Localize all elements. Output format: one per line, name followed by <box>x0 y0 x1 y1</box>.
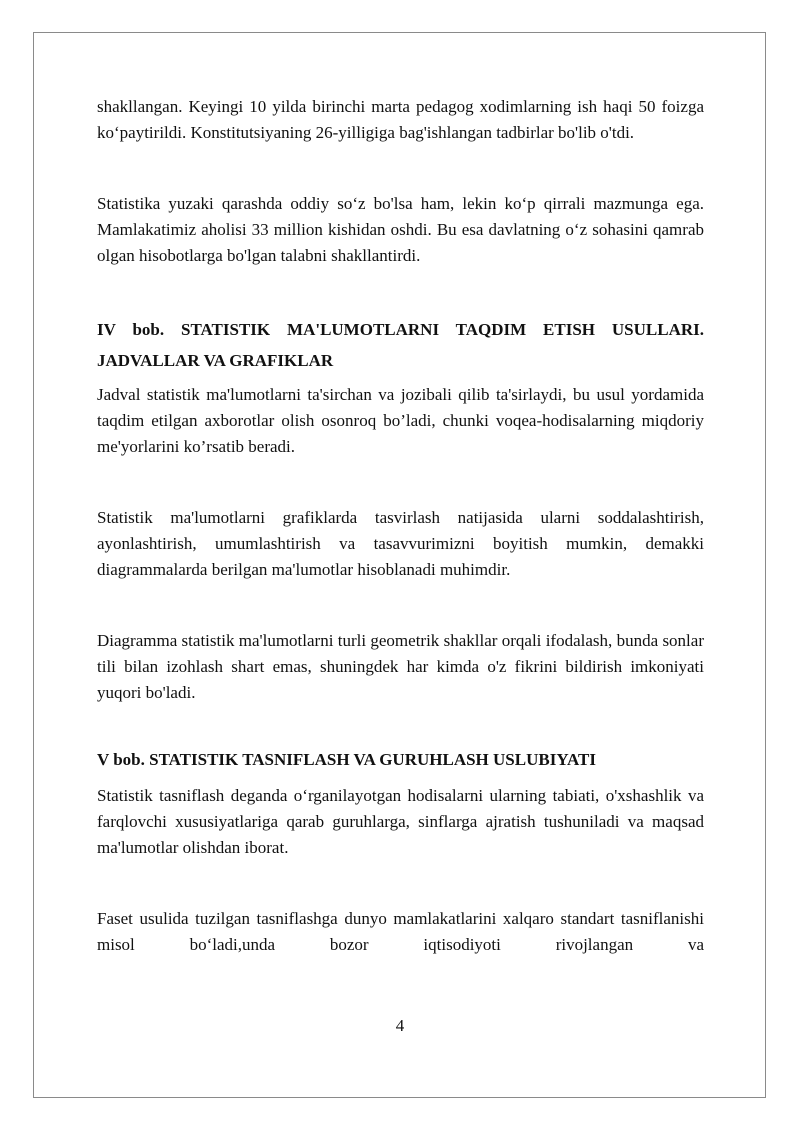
paragraph-jadval: Jadval statistik ma'lumotlarni ta'sirchan va jozibali qilib ta'sirlaydi, bu usul yordamida taqdim etilgan axborotlar olish osonroq bo’ladi, chunki voqea-hodisalarning miqdoriy me'yorlarini ko’rsatib beradi. <box>97 385 704 456</box>
paragraph-faset: Faset usulida tuzilgan tasniflashga dunyo mamlakatlarini xalqaro standart tasniflanishi misol bo‘ladi,unda bozor iqtisodiyoti rivojlangan va <box>97 909 704 954</box>
paragraph-spacer <box>97 861 704 906</box>
paragraph-grafik: Statistik ma'lumotlarni grafiklarda tasvirlash natijasida ularni soddalashtirish, ayonlashtirish, umumlashtirish va tasavvurimizni boyitish mumkin, demakki diagrammalarda berilgan ma'lumotlar hisoblanadi muhimdir. <box>97 508 704 579</box>
heading-spacer <box>97 775 704 783</box>
paragraph-tasniflash: Statistik tasniflash deganda o‘rganilayotgan hodisalarni ularning tabiati, o'xshashlik va farqlovchi xususiyatlariga qarab guruhlarga, sinflarga ajratish tushuniladi va maqsad ma'lumotlar olishdan iborat. <box>97 786 704 857</box>
page-content <box>97 94 704 958</box>
paragraph-spacer <box>97 269 704 314</box>
paragraph-spacer <box>97 706 704 744</box>
paragraph-diagramma: Diagramma statistik ma'lumotlarni turli geometrik shakllar orqali ifodalash, bunda sonlar tili bilan izohlash shart emas, shuningdek har kimda o'z fikrini bildirish imkoniyati yuqori bo'ladi. <box>97 631 704 702</box>
paragraph-statistika: Statistika yuzaki qarashda oddiy so‘z bo'lsa ham, lekin ko‘p qirrali mazmunga ega. Mamlakatimiz aholisi 33 million kishidan oshdi. Bu esa davlatning o‘z sohasini qamrab olgan hisobotlarga bo'lgan talabni shakllantirdi. <box>97 194 704 265</box>
paragraph-spacer <box>97 460 704 505</box>
paragraph-spacer <box>97 583 704 628</box>
page-number: 4 <box>395 1016 405 1035</box>
chapter-heading-v: V bob. STATISTIK TASNIFLASH VA GURUHLASH USLUBIYATI <box>97 750 597 769</box>
paragraph-spacer <box>97 146 704 191</box>
paragraph-continuation: shakllangan. Keyingi 10 yilda birinchi marta pedagog xodimlarning ish haqi 50 foizga ko‘paytirildi. Konstitutsiyaning 26-yilligiga bag'ishlangan tadbirlar bo'lib o'tdi. <box>97 97 704 142</box>
chapter-heading-iv: IV bob. STATISTIK MA'LUMOTLARNI TAQDIM ETISH USULLARI. JADVALLAR VA GRAFIKLAR <box>97 320 704 370</box>
